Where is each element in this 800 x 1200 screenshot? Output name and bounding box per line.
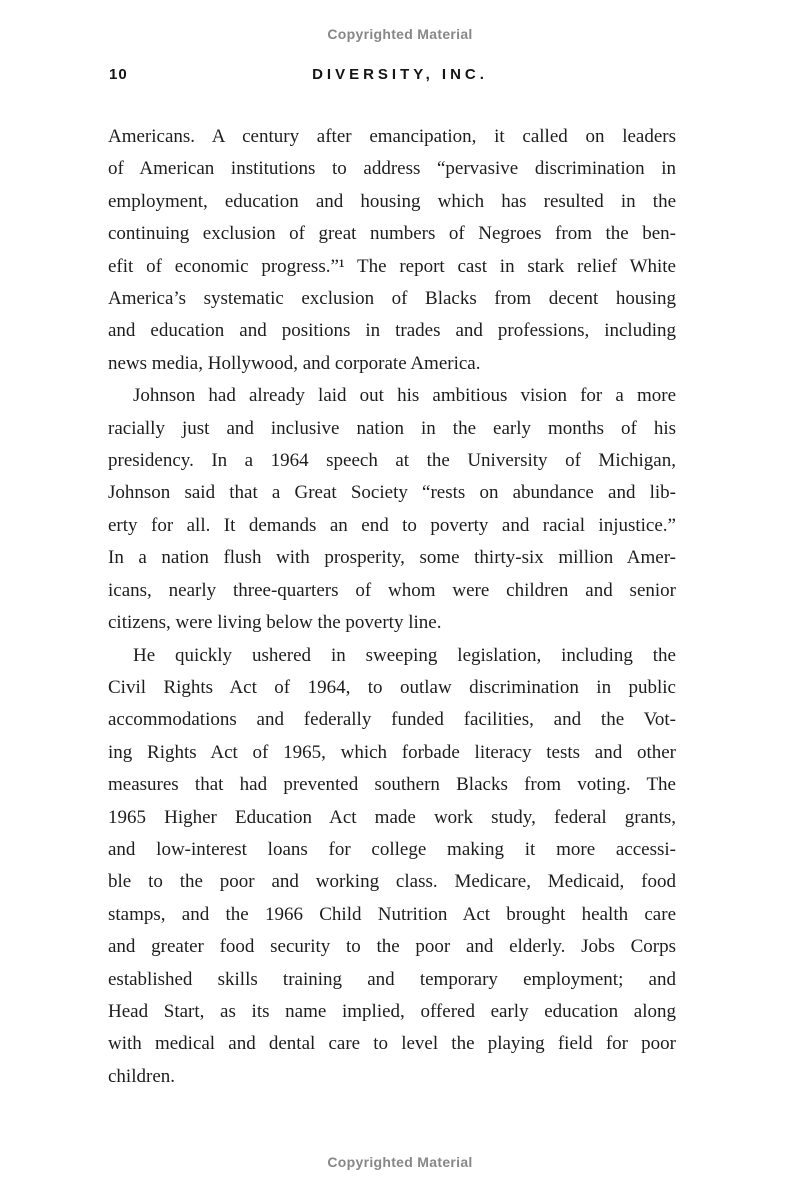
text-line: America’s systematic exclusion of Blacks from decent housing bbox=[108, 288, 676, 310]
text-line: racially just and inclusive nation in the early months of his bbox=[108, 417, 676, 439]
text-line: efit of economic progress.”¹ The report cast in stark relief White bbox=[108, 255, 676, 277]
running-title: DIVERSITY, INC. bbox=[312, 66, 488, 83]
text-line: measures that had prevented southern Blacks from voting. The bbox=[108, 774, 676, 796]
text-line: ble to the poor and working class. Medicare, Medicaid, food bbox=[108, 871, 676, 893]
text-line: Americans. A century after emancipation, it called on leaders bbox=[108, 126, 676, 147]
running-header bbox=[0, 66, 800, 88]
text-line: He quickly ushered in sweeping legislation, including the bbox=[133, 644, 676, 666]
text-line: accommodations and federally funded facilities, and the Vot- bbox=[108, 709, 676, 731]
text-line: 1965 Higher Education Act made work study, federal grants, bbox=[108, 806, 676, 828]
paragraph bbox=[108, 640, 676, 1094]
paragraph bbox=[108, 380, 676, 639]
text-line: established skills training and temporary employment; and bbox=[108, 968, 676, 990]
text-line: Head Start, as its name implied, offered early education along bbox=[108, 1000, 676, 1022]
text-line: Johnson had already laid out his ambitious vision for a more bbox=[133, 385, 676, 407]
text-line: and education and positions in trades and professions, including bbox=[108, 320, 676, 342]
text-line: news media, Hollywood, and corporate America. bbox=[108, 352, 481, 374]
body-text bbox=[108, 121, 676, 1093]
text-line: erty for all. It demands an end to poverty and racial injustice.” bbox=[108, 514, 676, 536]
text-line: Johnson said that a Great Society “rests on abundance and lib- bbox=[108, 482, 676, 504]
text-line: ing Rights Act of 1965, which forbade literacy tests and other bbox=[108, 741, 676, 763]
text-line: employment, education and housing which has resulted in the bbox=[108, 190, 676, 212]
text-line: icans, nearly three-quarters of whom were children and senior bbox=[108, 579, 676, 601]
text-line: Civil Rights Act of 1964, to outlaw discrimination in public bbox=[108, 676, 676, 698]
copyright-notice-top: Copyrighted Material bbox=[327, 26, 473, 42]
text-line: and greater food security to the poor and elderly. Jobs Corps bbox=[108, 936, 676, 958]
text-line: In a nation flush with prosperity, some thirty-six million Amer- bbox=[108, 547, 676, 569]
text-line: continuing exclusion of great numbers of Negroes from the ben- bbox=[108, 223, 676, 245]
text-line: presidency. In a 1964 speech at the University of Michigan, bbox=[108, 450, 676, 472]
text-line: stamps, and the 1966 Child Nutrition Act brought health care bbox=[108, 903, 676, 925]
text-line: with medical and dental care to level the playing field for poor bbox=[108, 1033, 676, 1055]
text-line: of American institutions to address “pervasive discrimination in bbox=[108, 158, 676, 180]
text-line: citizens, were living below the poverty line. bbox=[108, 612, 442, 634]
text-line: children. bbox=[108, 1065, 176, 1087]
text-line: and low-interest loans for college making it more accessi- bbox=[108, 838, 676, 860]
copyright-notice-bottom: Copyrighted Material bbox=[327, 1154, 473, 1170]
page-number: 10 bbox=[109, 66, 128, 83]
paragraph bbox=[108, 121, 676, 380]
